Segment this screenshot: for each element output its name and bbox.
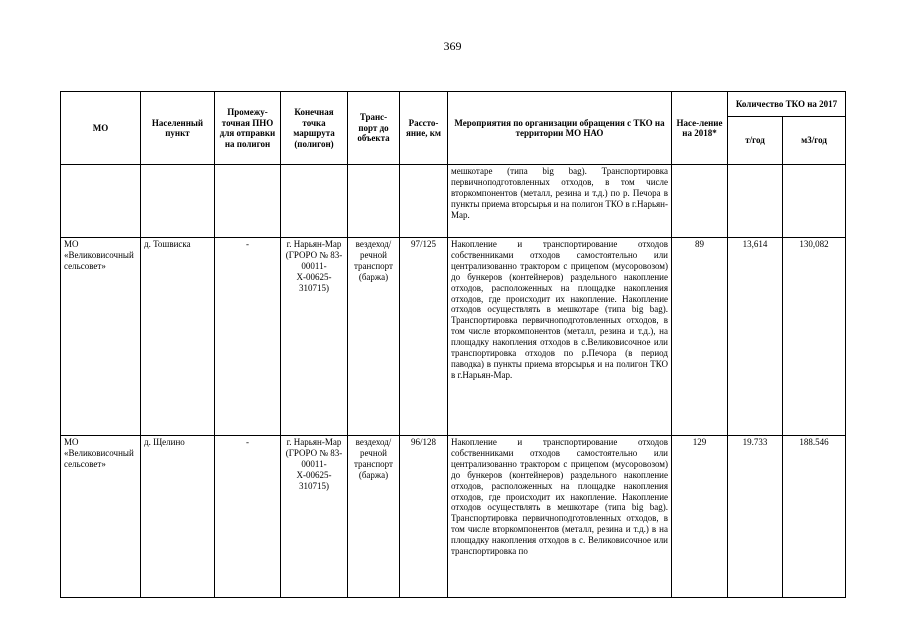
cell-distance	[400, 165, 448, 238]
header-pno: Промежу-точная ПНО для отправки на полигон	[215, 92, 281, 165]
header-endpoint: Конечная точка маршрута (полигон)	[281, 92, 348, 165]
header-population: Насе-ление на 2018*	[672, 92, 728, 165]
cell-tko-m3: 130,082	[783, 238, 846, 436]
cell-endpoint: г. Нарьян-Мар (ГРОРО № 83-00011-Х-00625-310715)	[281, 436, 348, 598]
cell-distance: 96/128	[400, 436, 448, 598]
table-row	[61, 238, 846, 436]
header-tko-t: т/год	[728, 117, 783, 165]
cell-pno	[215, 165, 281, 238]
header-mo: МО	[61, 92, 141, 165]
cell-measures: мешкотаре (типа big bag). Транспортировка первичноподготовленных отходов, в том числе вторкомпонентов (металл, резина и т.д.) по р. Печора в пункты приема вторсырья и на полигон ТКО в г.Нарьян-Мар.	[448, 165, 672, 238]
cell-mo: МО «Великовисочный сельсовет»	[61, 436, 141, 598]
table-header	[61, 92, 846, 165]
cell-settlement: д. Тошвиска	[141, 238, 215, 436]
cell-pno: -	[215, 436, 281, 598]
cell-population	[672, 165, 728, 238]
cell-mo	[61, 165, 141, 238]
cell-population: 89	[672, 238, 728, 436]
cell-mo: МО «Великовисочный сельсовет»	[61, 238, 141, 436]
cell-tko-m3: 188.546	[783, 436, 846, 598]
cell-tko-t	[728, 165, 783, 238]
cell-settlement: д. Щелино	[141, 436, 215, 598]
cell-measures: Накопление и транспортирование отходов собственниками отходов самостоятельно или централизованно трактором с прицепом (мусоровозом) до бункеров (контейнеров) раздельного накопление отходов, расположенных на площадке накопления отходов, где происходит их накопление. Накопление отходов осуществлять в мешкотаре (типа big bag). Транспортировка первичноподготовленных отходов, в том числе вторкомпонентов (металл, резина и т.д.), на площадку накопления отходов в с.Великовисочное или транспортировка отходов по р.Печора (в период паводка) в пункты приема вторсырья и на полигон ТКО в г.Нарьян-Мар.	[448, 238, 672, 436]
cell-transport: вездеход/ речной транспорт (баржа)	[348, 436, 400, 598]
cell-endpoint	[281, 165, 348, 238]
header-tko-m3: м3/год	[783, 117, 846, 165]
header-measures: Мероприятия по организации обращения с ТКО на территории МО НАО	[448, 92, 672, 165]
cell-transport: вездеход/ речной транспорт (баржа)	[348, 238, 400, 436]
table-row	[61, 436, 846, 598]
cell-distance: 97/125	[400, 238, 448, 436]
cell-population: 129	[672, 436, 728, 598]
header-tko-group: Количество ТКО на 2017	[728, 92, 846, 117]
header-transport: Транс-порт до объекта	[348, 92, 400, 165]
page-number: 369	[443, 39, 462, 53]
header-distance: Рассто-яние, км	[400, 92, 448, 165]
cell-settlement	[141, 165, 215, 238]
cell-endpoint: г. Нарьян-Мар (ГРОРО № 83-00011-Х-00625-310715)	[281, 238, 348, 436]
cell-tko-t: 19.733	[728, 436, 783, 598]
cell-transport	[348, 165, 400, 238]
cell-measures: Накопление и транспортирование отходов собственниками отходов самостоятельно или централизованно трактором с прицепом (мусоровозом) до бункеров (контейнеров) раздельного накопление отходов, расположенных на площадке накопления отходов, где происходит их накопление. Накопление отходов осуществлять в мешкотаре (типа big bag). Транспортировка первичноподготовленных отходов, в том числе вторкомпонентов (металл, резина и т.д.) в на площадку накопления отходов в с. Великовисочное или транспортировка по	[448, 436, 672, 598]
cell-pno: -	[215, 238, 281, 436]
table-row	[61, 165, 846, 238]
cell-tko-t: 13,614	[728, 238, 783, 436]
cell-tko-m3	[783, 165, 846, 238]
tko-table	[60, 91, 846, 598]
header-settlement: Населенный пункт	[141, 92, 215, 165]
